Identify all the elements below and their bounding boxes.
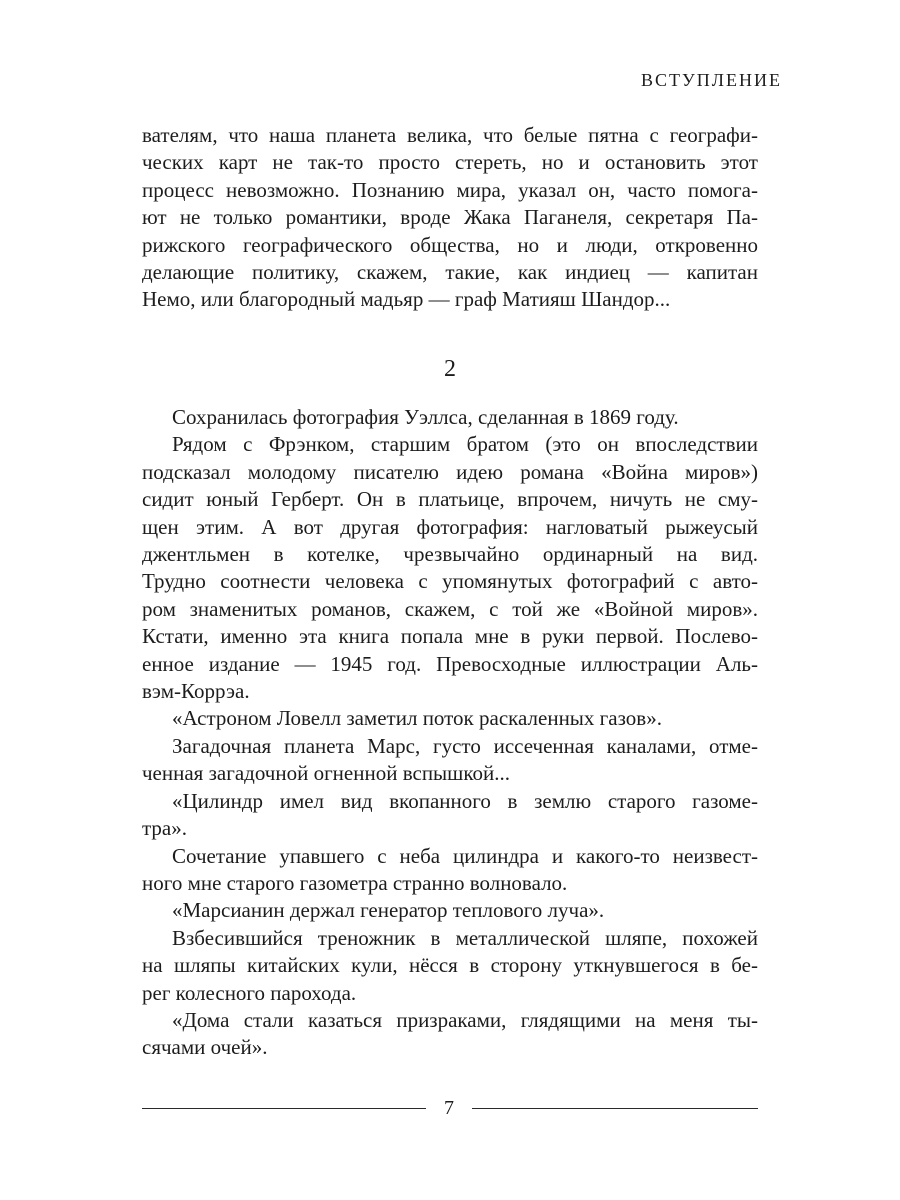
page-footer bbox=[142, 1094, 758, 1124]
text-line: процесс невозможно. Познанию мира, указал он, часто помога- bbox=[142, 177, 758, 202]
running-head: ВСТУПЛЕНИЕ bbox=[641, 70, 782, 90]
text-line: енное издание — 1945 год. Превосходные иллюстрации Аль- bbox=[142, 651, 758, 676]
text-line: Сохранилась фотография Уэллса, сделанная в 1869 году. bbox=[172, 405, 679, 429]
text-line: сячами очей». bbox=[142, 1035, 268, 1060]
text-line: ченная загадочной огненной вспышкой... bbox=[142, 761, 510, 786]
text-line: вэм-Коррэа. bbox=[142, 679, 250, 704]
text-line: Трудно соотнести человека с упомянутых фотографий с авто- bbox=[142, 569, 758, 594]
text-line: ного мне старого газометра странно волновало. bbox=[142, 870, 568, 895]
text-line: «Марсианин держал генератор теплового луча». bbox=[172, 898, 605, 923]
section-number: 2 bbox=[444, 356, 456, 382]
text-line: «Цилиндр имел вид вкопанного в землю старого газоме- bbox=[172, 788, 758, 813]
text-line: ческих карт не так-то просто стереть, но и остановить этот bbox=[142, 150, 758, 175]
footer-rule-right bbox=[472, 1108, 758, 1109]
text-line: вателям, что наша планета велика, что белые пятна с географи- bbox=[142, 123, 758, 147]
text-line: Рядом с Фрэнком, старшим братом (это он впоследствии bbox=[172, 432, 758, 457]
text-line: рег колесного парохода. bbox=[142, 980, 357, 1005]
text-line: Взбесившийся треножник в металлической шляпе, похожей bbox=[172, 925, 758, 950]
text-line: Кстати, именно эта книга попала мне в руки первой. Послево- bbox=[142, 624, 758, 649]
text-line: сидит юный Герберт. Он в платьице, впрочем, ничуть не сму- bbox=[142, 487, 758, 512]
text-line: ют не только романтики, вроде Жака Паганеля, секретаря Па- bbox=[142, 205, 758, 230]
text-line: Сочетание упавшего с неба цилиндра и какого-то неизвест- bbox=[172, 843, 758, 868]
text-line: «Астроном Ловелл заметил поток раскаленных газов». bbox=[172, 706, 662, 731]
text-line: делающие политику, скажем, такие, как индиец — капитан bbox=[142, 260, 758, 285]
continued-paragraph bbox=[142, 122, 758, 314]
footer-rule-left bbox=[142, 1108, 426, 1109]
text-line: тра». bbox=[142, 816, 188, 841]
text-line: щен этим. А вот другая фотография: нагловатый рыжеусый bbox=[142, 514, 758, 539]
text-line: рижского географического общества, но и люди, откровенно bbox=[142, 232, 758, 257]
text-line: Загадочная планета Марс, густо иссеченная каналами, отме- bbox=[172, 733, 758, 758]
text-line: подсказал молодому писателю идею романа «Война миров») bbox=[142, 459, 758, 484]
text-line: джентльмен в котелке, чрезвычайно ординарный на вид. bbox=[142, 542, 758, 567]
page-number: 7 bbox=[444, 1097, 454, 1119]
section-2-body bbox=[142, 404, 758, 1062]
text-line: «Дома стали казаться призраками, глядящими на меня ты- bbox=[172, 1007, 758, 1032]
text-line: на шляпы китайских кули, нёсся в сторону уткнувшегося в бе- bbox=[142, 953, 758, 978]
text-line: Немо, или благородный мадьяр — граф Матияш Шандор... bbox=[142, 287, 671, 312]
text-line: ром знаменитых романов, скажем, с той же «Войной миров». bbox=[142, 596, 758, 621]
